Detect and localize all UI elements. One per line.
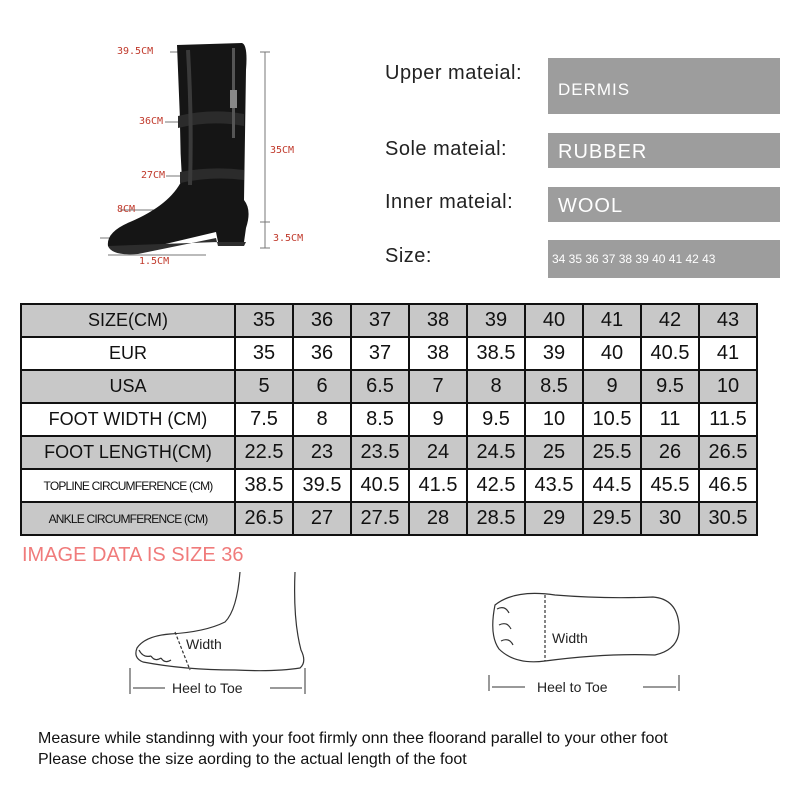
table-cell: 39 xyxy=(525,337,583,370)
table-cell: 26.5 xyxy=(699,436,757,469)
table-cell: 25.5 xyxy=(583,436,641,469)
side-width-label: Width xyxy=(186,636,222,652)
table-cell: 8.5 xyxy=(351,403,409,436)
table-cell: 7.5 xyxy=(235,403,293,436)
table-cell: 11 xyxy=(641,403,699,436)
table-cell: 40 xyxy=(525,304,583,337)
table-cell: 27.5 xyxy=(351,502,409,535)
dim-ankle: 8CM xyxy=(117,204,136,215)
table-cell: 26.5 xyxy=(235,502,293,535)
table-cell: 9 xyxy=(409,403,467,436)
table-cell: 6 xyxy=(293,370,351,403)
inner-material-value: WOOL xyxy=(548,187,780,222)
table-cell: 38 xyxy=(409,304,467,337)
dim-heel-height: 3.5CM xyxy=(273,233,304,244)
table-cell: 24 xyxy=(409,436,467,469)
table-cell: 40.5 xyxy=(641,337,699,370)
sole-width-label: Width xyxy=(552,630,588,646)
table-cell: 26 xyxy=(641,436,699,469)
size-label: Size: xyxy=(385,245,432,267)
image-data-note: IMAGE DATA IS SIZE 36 xyxy=(22,544,244,566)
table-cell: 40.5 xyxy=(351,469,409,502)
table-cell: 38.5 xyxy=(467,337,525,370)
table-row xyxy=(21,403,757,436)
table-cell: 36 xyxy=(293,304,351,337)
table-cell: 9 xyxy=(583,370,641,403)
upper-material-label: Upper mateial: xyxy=(385,62,523,84)
table-cell: 23.5 xyxy=(351,436,409,469)
instruction-line-1: Measure while standinng with your foot firmly onn thee floorand parallel to your other foot xyxy=(38,730,668,747)
row-header: FOOT WIDTH (CM) xyxy=(21,403,235,436)
table-cell: 41 xyxy=(583,304,641,337)
dim-mid-circumference: 27CM xyxy=(141,170,166,181)
table-row xyxy=(21,337,757,370)
row-header: USA xyxy=(21,370,235,403)
table-cell: 10 xyxy=(699,370,757,403)
table-row xyxy=(21,502,757,535)
table-cell: 35 xyxy=(235,304,293,337)
table-cell: 6.5 xyxy=(351,370,409,403)
row-header: FOOT LENGTH(CM) xyxy=(21,436,235,469)
row-header: TOPLINE CIRCUMFERENCE (CM) xyxy=(21,469,235,502)
table-cell: 37 xyxy=(351,304,409,337)
table-cell: 39.5 xyxy=(293,469,351,502)
table-cell: 46.5 xyxy=(699,469,757,502)
row-header: ANKLE CIRCUMFERENCE (CM) xyxy=(21,502,235,535)
inner-material-label: Inner mateial: xyxy=(385,191,514,213)
row-header: EUR xyxy=(21,337,235,370)
table-cell: 44.5 xyxy=(583,469,641,502)
side-heel-to-toe-label: Heel to Toe xyxy=(172,680,243,696)
table-cell: 11.5 xyxy=(699,403,757,436)
table-cell: 25 xyxy=(525,436,583,469)
table-cell: 24.5 xyxy=(467,436,525,469)
table-cell: 9.5 xyxy=(467,403,525,436)
table-row xyxy=(21,469,757,502)
table-cell: 5 xyxy=(235,370,293,403)
sole-material-label: Sole mateial: xyxy=(385,138,508,160)
table-cell: 29 xyxy=(525,502,583,535)
instruction-line-2: Please chose the size aording to the actual length of the foot xyxy=(38,751,467,768)
dim-top-circumference: 39.5CM xyxy=(117,46,154,57)
table-cell: 36 xyxy=(293,337,351,370)
dim-shaft-height: 35CM xyxy=(270,145,295,156)
table-cell: 8 xyxy=(467,370,525,403)
upper-material-value: DERMIS xyxy=(548,58,780,114)
table-cell: 7 xyxy=(409,370,467,403)
table-cell: 23 xyxy=(293,436,351,469)
size-chart-table xyxy=(20,303,758,536)
dim-heel-width: 1.5CM xyxy=(139,256,170,267)
dim-upper-circumference: 36CM xyxy=(139,116,164,127)
table-cell: 28 xyxy=(409,502,467,535)
table-cell: 41 xyxy=(699,337,757,370)
table-cell: 40 xyxy=(583,337,641,370)
table-cell: 37 xyxy=(351,337,409,370)
table-cell: 39 xyxy=(467,304,525,337)
sole-material-value: RUBBER xyxy=(548,133,780,168)
table-row xyxy=(21,436,757,469)
table-row xyxy=(21,304,757,337)
table-cell: 9.5 xyxy=(641,370,699,403)
table-cell: 30 xyxy=(641,502,699,535)
table-cell: 30.5 xyxy=(699,502,757,535)
table-cell: 41.5 xyxy=(409,469,467,502)
table-cell: 38 xyxy=(409,337,467,370)
table-cell: 8.5 xyxy=(525,370,583,403)
table-row xyxy=(21,370,757,403)
table-cell: 42.5 xyxy=(467,469,525,502)
row-header: SIZE(CM) xyxy=(21,304,235,337)
table-cell: 10.5 xyxy=(583,403,641,436)
table-cell: 10 xyxy=(525,403,583,436)
table-cell: 8 xyxy=(293,403,351,436)
table-cell: 35 xyxy=(235,337,293,370)
size-value: 34 35 36 37 38 39 40 41 42 43 xyxy=(548,240,780,278)
table-cell: 27 xyxy=(293,502,351,535)
boot-image xyxy=(20,10,360,295)
table-cell: 43 xyxy=(699,304,757,337)
sole-heel-to-toe-label: Heel to Toe xyxy=(537,679,608,695)
table-cell: 28.5 xyxy=(467,502,525,535)
table-cell: 29.5 xyxy=(583,502,641,535)
table-cell: 42 xyxy=(641,304,699,337)
table-cell: 22.5 xyxy=(235,436,293,469)
table-cell: 43.5 xyxy=(525,469,583,502)
table-cell: 38.5 xyxy=(235,469,293,502)
table-cell: 45.5 xyxy=(641,469,699,502)
